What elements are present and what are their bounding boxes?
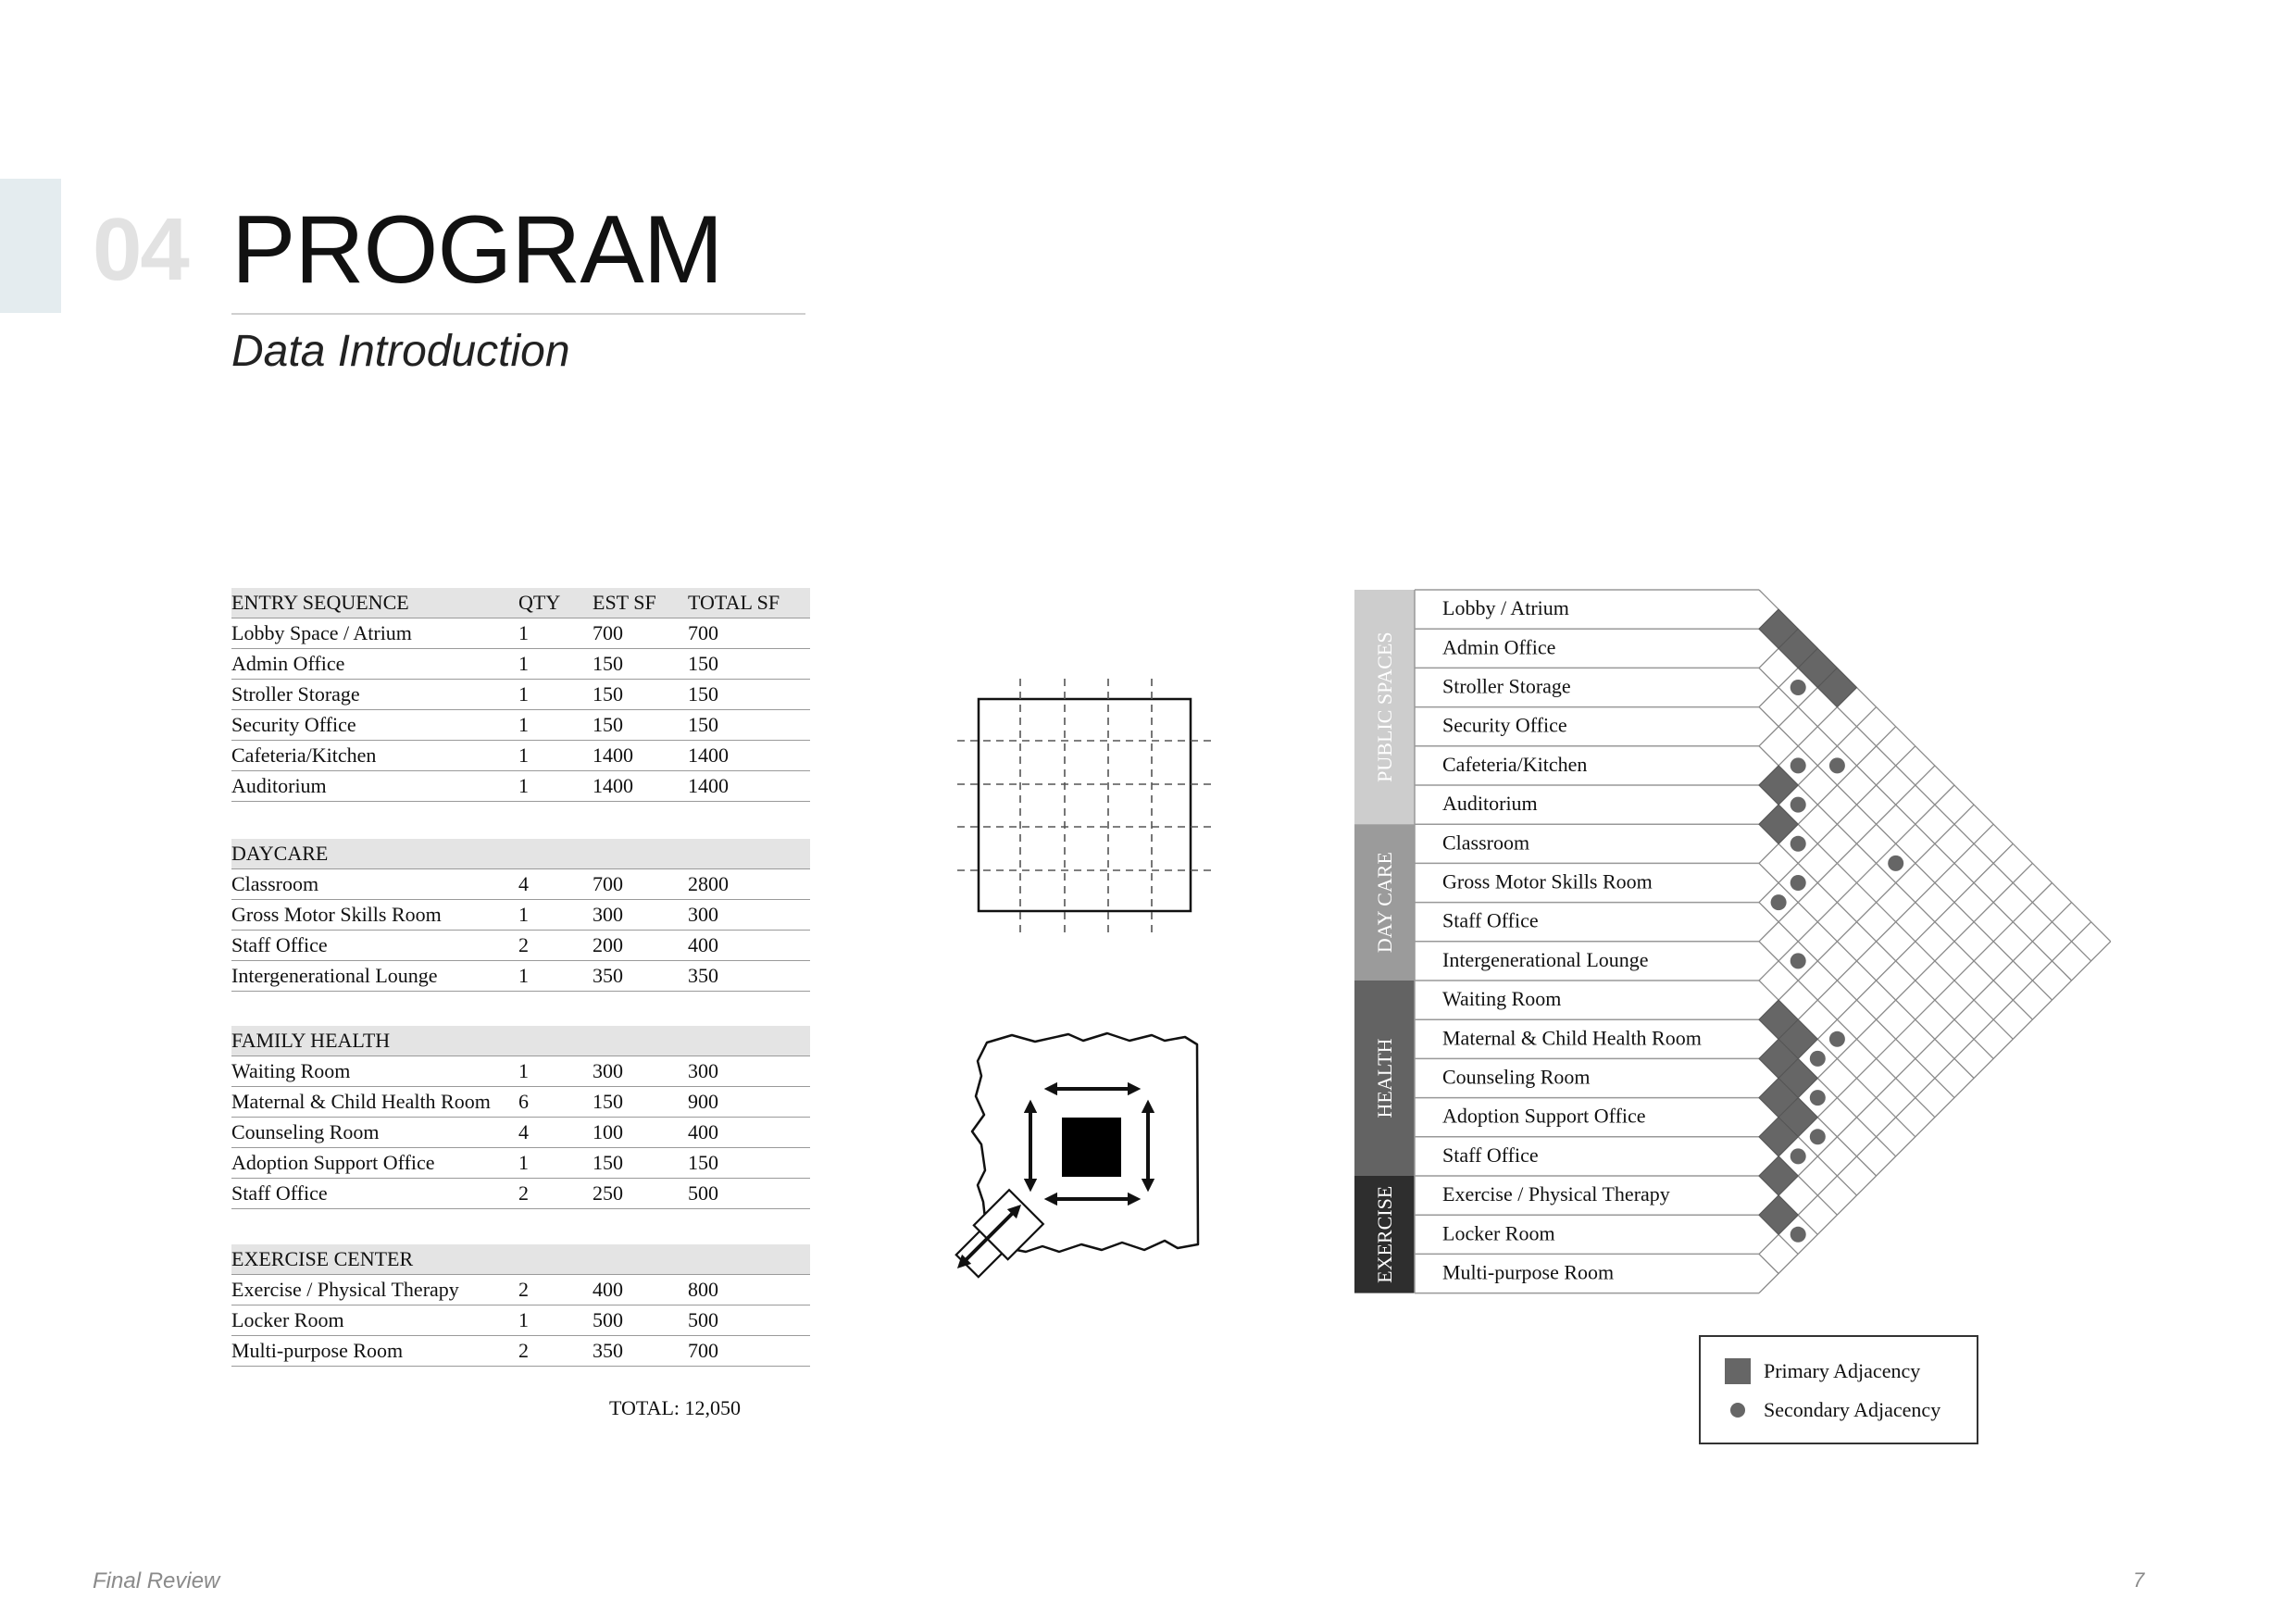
primary-adjacency-mark: [1759, 1156, 1798, 1195]
table-cell: 1400: [593, 741, 688, 771]
table-cell: 400: [593, 1275, 688, 1305]
room-label: Locker Room: [1442, 1221, 1555, 1245]
table-cell: 6: [518, 1087, 593, 1118]
room-label: Auditorium: [1442, 792, 1538, 816]
table-cell: 500: [688, 1179, 810, 1209]
table-cell: 300: [593, 1056, 688, 1087]
table-cell: 150: [688, 1148, 810, 1179]
lattice-line: [1759, 805, 1974, 1019]
adjacency-legend: [1699, 1335, 1978, 1444]
secondary-adjacency-mark: [1829, 1031, 1845, 1047]
legend-secondary-label: Secondary Adjacency: [1764, 1398, 1941, 1421]
table-cell: 300: [593, 900, 688, 931]
room-label: Classroom: [1442, 831, 1530, 855]
table-cell: Security Office: [231, 710, 518, 741]
secondary-adjacency-mark: [1810, 1051, 1826, 1067]
secondary-adjacency-mark: [1791, 875, 1806, 891]
table-cell: Stroller Storage: [231, 680, 518, 710]
room-label: Staff Office: [1442, 1143, 1539, 1167]
room-label: Exercise / Physical Therapy: [1442, 1182, 1670, 1206]
table-cell: 300: [688, 900, 810, 931]
room-label: Waiting Room: [1442, 987, 1562, 1011]
table-cell: 150: [593, 1087, 688, 1118]
table-cell: Intergenerational Lounge: [231, 961, 518, 992]
group-label: PUBLIC SPACES: [1373, 631, 1396, 782]
primary-swatch: [1725, 1358, 1751, 1384]
table-cell: 700: [593, 869, 688, 900]
table-cell: Auditorium: [231, 771, 518, 802]
table-cell: 200: [593, 931, 688, 961]
group-label: HEALTH: [1373, 1038, 1396, 1118]
room-label: Cafeteria/Kitchen: [1442, 752, 1588, 776]
legend-primary: [1725, 1357, 1920, 1385]
table-cell: 500: [688, 1305, 810, 1336]
room-label: Maternal & Child Health Room: [1442, 1026, 1702, 1050]
table-cell: Multi-purpose Room: [231, 1336, 518, 1367]
secondary-adjacency-mark: [1810, 1090, 1826, 1106]
lattice-line: [1759, 1254, 1778, 1273]
table-cell: Staff Office: [231, 1179, 518, 1209]
table-cell: 1: [518, 961, 593, 992]
table-header-cell: EST SF: [593, 588, 688, 618]
table-cell: 350: [593, 961, 688, 992]
table-cell: Admin Office: [231, 649, 518, 680]
table-cell: 2: [518, 1179, 593, 1209]
table-cell: Classroom: [231, 869, 518, 900]
table-cell: 400: [688, 1118, 810, 1148]
table-cell: 150: [593, 649, 688, 680]
table-cell: 700: [688, 1336, 810, 1367]
table-cell: 1400: [593, 771, 688, 802]
table-cell: 1400: [688, 741, 810, 771]
table-cell: 2800: [688, 869, 810, 900]
secondary-adjacency-mark: [1888, 856, 1903, 871]
table-cell: 150: [688, 710, 810, 741]
table-cell: Staff Office: [231, 931, 518, 961]
room-label: Intergenerational Lounge: [1442, 947, 1649, 971]
table-cell: 150: [688, 649, 810, 680]
room-label: Security Office: [1442, 713, 1567, 737]
table-cell: 2: [518, 1275, 593, 1305]
secondary-adjacency-mark: [1791, 953, 1806, 968]
table-header-cell: EXERCISE CENTER: [231, 1244, 518, 1275]
page-number: 7: [2133, 1568, 2145, 1592]
secondary-swatch: [1730, 1403, 1745, 1418]
table-cell: 1: [518, 618, 593, 649]
room-label: Admin Office: [1442, 635, 1556, 659]
footer-label: Final Review: [93, 1568, 220, 1593]
table-cell: 4: [518, 869, 593, 900]
table-cell: 350: [688, 961, 810, 992]
table-cell: 800: [688, 1275, 810, 1305]
table-cell: 1: [518, 900, 593, 931]
table-cell: 300: [688, 1056, 810, 1087]
table-cell: Counseling Room: [231, 1118, 518, 1148]
table-cell: 2: [518, 1336, 593, 1367]
room-label: Counseling Room: [1442, 1065, 1591, 1089]
table-cell: 1: [518, 680, 593, 710]
table-cell: Exercise / Physical Therapy: [231, 1275, 518, 1305]
lattice-line: [1759, 922, 2091, 1255]
program-total: TOTAL: 12,050: [609, 1396, 742, 1419]
table-cell: 150: [593, 710, 688, 741]
table-cell: Lobby Space / Atrium: [231, 618, 518, 649]
table-cell: 350: [593, 1336, 688, 1367]
secondary-adjacency-mark: [1791, 836, 1806, 852]
legend-secondary: [1725, 1396, 1940, 1424]
table-cell: 4: [518, 1118, 593, 1148]
table-cell: 1400: [688, 771, 810, 802]
table-header-cell: ENTRY SEQUENCE: [231, 588, 518, 618]
table-cell: 150: [593, 1148, 688, 1179]
group-label: DAY CARE: [1373, 852, 1396, 954]
legend-primary-label: Primary Adjacency: [1764, 1359, 1921, 1382]
table-cell: 700: [688, 618, 810, 649]
table-cell: 150: [688, 680, 810, 710]
table-cell: Gross Motor Skills Room: [231, 900, 518, 931]
table-cell: Adoption Support Office: [231, 1148, 518, 1179]
table-header-cell: TOTAL SF: [688, 588, 810, 618]
table-header-cell: QTY: [518, 588, 593, 618]
table-cell: Locker Room: [231, 1305, 518, 1336]
room-label: Staff Office: [1442, 908, 1539, 932]
table-cell: Waiting Room: [231, 1056, 518, 1087]
secondary-adjacency-mark: [1829, 757, 1845, 773]
table-cell: 1: [518, 649, 593, 680]
secondary-adjacency-mark: [1791, 1227, 1806, 1243]
table-cell: 1: [518, 710, 593, 741]
table-cell: 700: [593, 618, 688, 649]
primary-adjacency-mark: [1759, 766, 1798, 805]
secondary-adjacency-mark: [1810, 1129, 1826, 1144]
table-cell: 150: [593, 680, 688, 710]
room-label: Gross Motor Skills Room: [1442, 869, 1653, 893]
chapter-number: 04: [93, 200, 188, 299]
table-cell: 1: [518, 1148, 593, 1179]
table-cell: 100: [593, 1118, 688, 1148]
table-cell: Maternal & Child Health Room: [231, 1087, 518, 1118]
table-cell: 400: [688, 931, 810, 961]
primary-adjacency-mark: [1759, 805, 1798, 843]
secondary-adjacency-mark: [1791, 757, 1806, 773]
table-header-cell: FAMILY HEALTH: [231, 1026, 518, 1056]
table-cell: 900: [688, 1087, 810, 1118]
room-label: Lobby / Atrium: [1442, 596, 1569, 620]
room-label: Stroller Storage: [1442, 674, 1571, 698]
table-cell: 250: [593, 1179, 688, 1209]
primary-adjacency-mark: [1759, 1195, 1798, 1234]
table-cell: 1: [518, 1056, 593, 1087]
table-cell: 1: [518, 771, 593, 802]
room-label: Multi-purpose Room: [1442, 1260, 1615, 1284]
table-cell: 500: [593, 1305, 688, 1336]
group-label: EXERCISE: [1373, 1185, 1396, 1283]
secondary-adjacency-mark: [1791, 797, 1806, 813]
secondary-adjacency-mark: [1791, 1148, 1806, 1164]
table-cell: 2: [518, 931, 593, 961]
room-label: Adoption Support Office: [1442, 1104, 1646, 1128]
secondary-adjacency-mark: [1791, 680, 1806, 695]
page-title: PROGRAM: [231, 196, 723, 304]
secondary-adjacency-mark: [1771, 894, 1787, 910]
page-subtitle: Data Introduction: [231, 327, 570, 376]
table-cell: 1: [518, 741, 593, 771]
table-cell: 1: [518, 1305, 593, 1336]
table-cell: Cafeteria/Kitchen: [231, 741, 518, 771]
table-header-cell: DAYCARE: [231, 839, 518, 869]
